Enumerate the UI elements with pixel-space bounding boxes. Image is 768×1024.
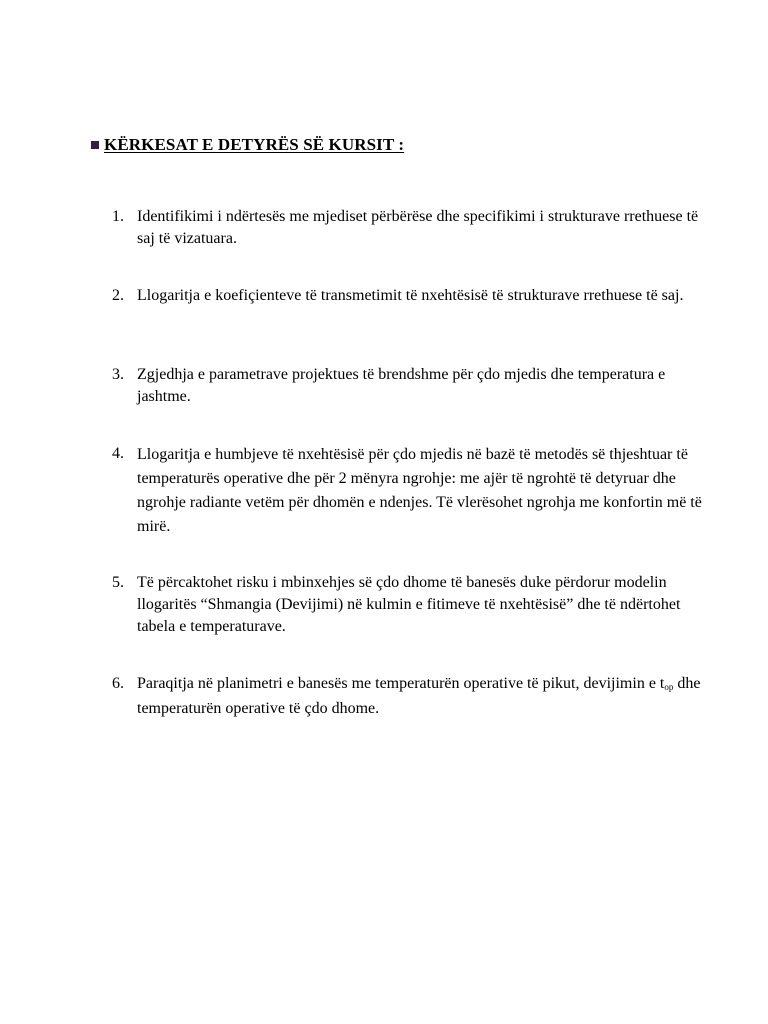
list-item-text-before: Paraqitja në planimetri e banesës me temperaturën operative të pikut, devijimin e t (137, 675, 665, 692)
list-item-number: 3. (112, 366, 124, 383)
list-item-text: Zgjedhja e parametrave projektues të brendshme për çdo mjedis dhe temperatura e jashtme. (137, 366, 666, 405)
list-item-text-after: dhe temperaturën operative të çdo dhome. (137, 675, 701, 717)
section-heading-text: KËRKESAT E DETYRËS SË KURSIT : (104, 135, 405, 154)
subscript-op: op (664, 682, 674, 692)
list-item-text (137, 673, 712, 720)
list-item-text: Llogaritja e humbjeve të nxehtësisë për çdo mjedis në bazë të metodës së thjeshtuar të temperaturës operative dhe për 2 mënyra ngrohje: me ajër të ngrohtë të detyruar dhe ngrohje radiante vetëm për dhomën e ndenjes. Të vlerësohet ngrohja me konfortin më të mirë. (137, 446, 702, 535)
list-item-number: 4. (112, 445, 124, 462)
list-item-number: 1. (112, 208, 124, 225)
list-item (112, 443, 712, 539)
list-item-text: Llogaritja e koefiçienteve të transmetimit të nxehtësisë të strukturave rrethuese të saj. (137, 287, 684, 304)
list-item-number: 2. (112, 287, 124, 304)
section-heading (91, 135, 404, 155)
list-item (112, 206, 712, 250)
list-item (112, 572, 712, 638)
list-item-text: Identifikimi i ndërtesës me mjediset përbërëse dhe specifikimi i strukturave rrethuese të saj të vizatuara. (137, 208, 699, 247)
list-item-number: 5. (112, 574, 124, 591)
list-item-number: 6. (112, 675, 124, 692)
list-item (112, 285, 712, 307)
square-bullet-icon (91, 141, 99, 149)
list-item (112, 364, 712, 408)
list-item (112, 673, 712, 720)
list-item-text: Të përcaktohet risku i mbinxehjes së çdo dhome të banesës duke përdorur modelin llogaritës “Shmangia (Devijimi) në kulmin e fitimeve të nxehtësisë” dhe të ndërtohet tabela e temperaturave. (137, 574, 681, 635)
